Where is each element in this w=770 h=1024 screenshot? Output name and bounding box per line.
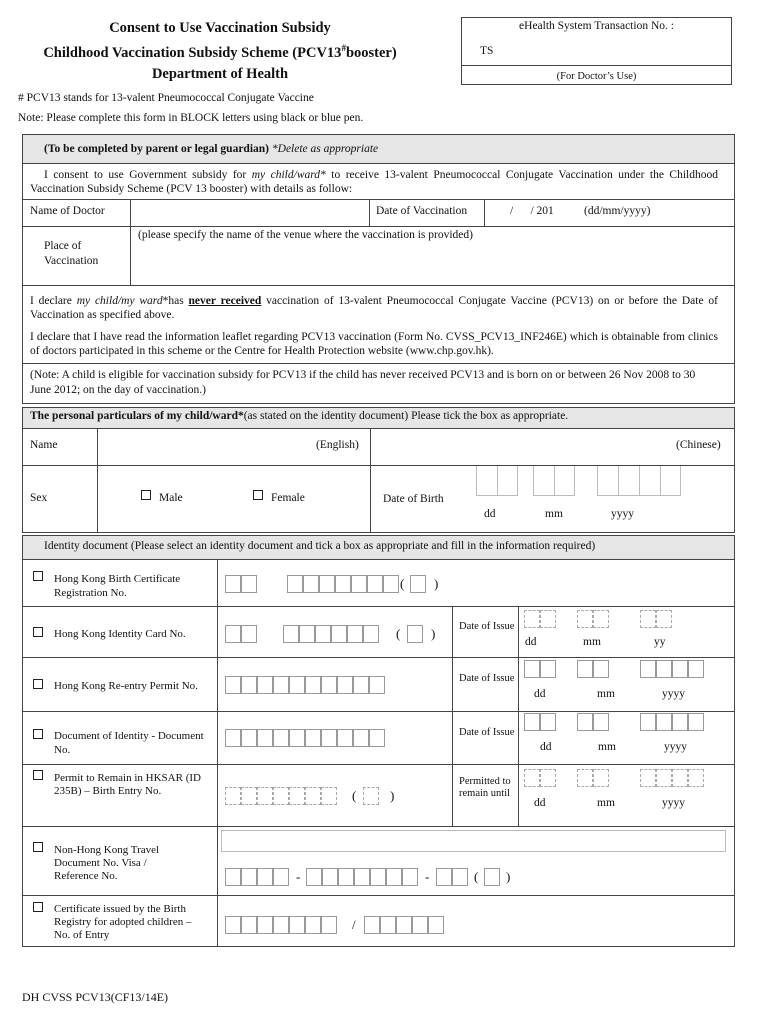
permit-mm-cell[interactable]	[593, 769, 609, 787]
doi-number-cell[interactable]	[321, 729, 337, 747]
name-label: Name	[30, 439, 58, 451]
permit-number-cell[interactable]	[273, 787, 289, 805]
adoption-cert-checkbox[interactable]	[33, 902, 43, 912]
birth-cert-number-cell[interactable]	[383, 575, 399, 593]
adoption-part1-cell[interactable]	[273, 916, 289, 934]
birth-cert-number-cell[interactable]	[303, 575, 319, 593]
place-hint: (please specify the name of the venue where the vaccination is provided)	[138, 229, 473, 241]
doi-yyyy-cell[interactable]	[656, 713, 672, 731]
doi-number-cell[interactable]	[241, 729, 257, 747]
permit-number-cell[interactable]	[241, 787, 257, 805]
adoption-slash: /	[352, 917, 356, 932]
reentry-number-cell[interactable]	[369, 676, 385, 694]
name-of-doctor-label: Name of Doctor	[30, 205, 105, 217]
hkid-close-paren: )	[431, 626, 436, 641]
dob-label: Date of Birth	[383, 493, 444, 505]
hkid-issue-dd-cell[interactable]	[540, 610, 556, 628]
birth-cert-prefix-cell[interactable]	[241, 575, 257, 593]
doi-issue-label: Date of Issue	[459, 727, 515, 738]
adoption-part2-cell[interactable]	[364, 916, 380, 934]
birth-cert-number-cell[interactable]	[287, 575, 303, 593]
adoption-part1-cell[interactable]	[241, 916, 257, 934]
birth-cert-checkbox[interactable]	[33, 571, 43, 581]
permit-mm-cell[interactable]	[577, 769, 593, 787]
permit-open-paren: (	[352, 788, 357, 803]
consent-text: I consent to use Government subsidy for my child/ward* to receive 13-valent Pneumococcal Conjugate Vaccination under the Childhood Vaccination Subsidy Scheme (PCV 13 booster) with details as follow:	[30, 169, 718, 195]
reentry-issue-label: Date of Issue	[459, 673, 515, 684]
reentry-mm-cell[interactable]	[577, 660, 593, 678]
permit-number-cell[interactable]	[305, 787, 321, 805]
reentry-yyyy: yyyy	[662, 688, 685, 700]
date-of-vaccination-field[interactable]: / / 201	[510, 205, 554, 217]
permit-dd-cell[interactable]	[524, 769, 540, 787]
travel-dash-2: -	[425, 869, 430, 884]
reentry-yyyy-cell[interactable]	[656, 660, 672, 678]
reentry-number-cell[interactable]	[289, 676, 305, 694]
reentry-number-cell[interactable]	[337, 676, 353, 694]
travel-doc-checkbox[interactable]	[33, 842, 43, 852]
doi-yyyy-cell[interactable]	[672, 713, 688, 731]
hkid-number-cell[interactable]	[347, 625, 363, 643]
doi-yyyy-cell[interactable]	[640, 713, 656, 731]
reentry-dd-cell[interactable]	[540, 660, 556, 678]
travel-part3-cell[interactable]	[436, 868, 452, 886]
permit-yyyy-cell[interactable]	[688, 769, 704, 787]
reentry-dd-cell[interactable]	[524, 660, 540, 678]
birth-cert-prefix-cell[interactable]	[225, 575, 241, 593]
english-hint: (English)	[316, 439, 359, 451]
travel-part1-cell[interactable]	[241, 868, 257, 886]
hkid-label: Hong Kong Identity Card No.	[54, 628, 186, 640]
reentry-number-cell[interactable]	[305, 676, 321, 694]
place-label-1: Place of	[44, 240, 82, 252]
hkid-issue-mm-cell[interactable]	[593, 610, 609, 628]
travel-dash-1: -	[296, 869, 301, 884]
permit-dd-cell[interactable]	[540, 769, 556, 787]
travel-part1-cell[interactable]	[273, 868, 289, 886]
permit-mm: mm	[597, 797, 615, 809]
adoption-part1-cell[interactable]	[289, 916, 305, 934]
birth-cert-number-cell[interactable]	[367, 575, 383, 593]
date-format-hint: (dd/mm/yyyy)	[584, 205, 651, 217]
female-label: Female	[271, 492, 305, 504]
travel-part2-cell[interactable]	[322, 868, 338, 886]
hkid-issue-yy-cell[interactable]	[640, 610, 656, 628]
doi-dd-cell[interactable]	[540, 713, 556, 731]
reentry-number-cell[interactable]	[241, 676, 257, 694]
dob-yyyy-cells[interactable]	[597, 466, 681, 496]
doi-dd: dd	[540, 741, 552, 753]
male-checkbox[interactable]	[141, 490, 151, 500]
permit-number-cell[interactable]	[289, 787, 305, 805]
place-of-vaccination-field[interactable]	[134, 244, 729, 282]
form-title-line3: Department of Health	[151, 66, 289, 82]
doi-checkbox[interactable]	[33, 729, 43, 739]
reentry-label: Hong Kong Re-entry Permit No.	[54, 680, 198, 692]
eligibility-note: (Note: A child is eligible for vaccination subsidy for PCV13 if the child has never received PCV13 and is born on or between 26 Nov 2008 to 30 June 2012; on the day of vaccination.)	[30, 369, 696, 396]
doi-yyyy: yyyy	[664, 741, 687, 753]
reentry-yyyy-cell[interactable]	[672, 660, 688, 678]
travel-doc-field[interactable]	[221, 830, 726, 852]
adoption-part1-cell[interactable]	[321, 916, 337, 934]
doi-number-cell[interactable]	[225, 729, 241, 747]
hkid-number-cell[interactable]	[299, 625, 315, 643]
birth-cert-check-cell[interactable]	[410, 575, 426, 593]
reentry-number-cell[interactable]	[257, 676, 273, 694]
hkid-checkbox[interactable]	[33, 627, 43, 637]
chinese-hint: (Chinese)	[676, 439, 721, 451]
travel-open-paren: (	[474, 869, 479, 884]
doi-number-cell[interactable]	[337, 729, 353, 747]
adoption-part2-cell[interactable]	[396, 916, 412, 934]
dob-dd-label: dd	[484, 508, 496, 520]
travel-part3-cell[interactable]	[452, 868, 468, 886]
travel-check-cell[interactable]	[484, 868, 500, 886]
hkid-issue-label: Date of Issue	[459, 621, 515, 632]
reentry-dd: dd	[534, 688, 546, 700]
dob-mm-label: mm	[545, 508, 563, 520]
reentry-mm-cell[interactable]	[593, 660, 609, 678]
doi-yyyy-cell[interactable]	[688, 713, 704, 731]
hkid-mm: mm	[583, 636, 601, 648]
doi-number-cell[interactable]	[305, 729, 321, 747]
permit-label: Permit to Remain in HKSAR (ID 235B) – Birth Entry No.	[54, 772, 201, 797]
identity-heading: Identity document (Please select an identity document and tick a box as appropriate and fill in the information required)	[44, 540, 596, 552]
form-code: DH CVSS PCV13(CF13/14E)	[22, 990, 169, 1004]
adoption-part2-cell[interactable]	[428, 916, 444, 934]
permit-check-cell[interactable]	[363, 787, 379, 805]
permit-until-label: Permitted to remain until	[459, 776, 511, 799]
reentry-number-cell[interactable]	[225, 676, 241, 694]
permit-yyyy-cell[interactable]	[656, 769, 672, 787]
permit-close-paren: )	[390, 788, 395, 803]
sex-label: Sex	[30, 492, 48, 504]
permit-number-cell[interactable]	[321, 787, 337, 805]
hkid-open-paren: (	[396, 626, 401, 641]
hkid-prefix-cell[interactable]	[225, 625, 241, 643]
declaration-read-leaflet: I declare that I have read the information leaflet regarding PCV13 vaccination (Form No. CVSS_PCV13_INF246E) which is obtainable from clinics of doctors participated in this scheme or the Centre for Health Protection website (www.chp.gov.hk).	[30, 331, 718, 357]
hkid-issue-mm-cell[interactable]	[577, 610, 593, 628]
hkid-number-cell[interactable]	[331, 625, 347, 643]
reentry-number-cell[interactable]	[273, 676, 289, 694]
hkid-number-cell[interactable]	[363, 625, 379, 643]
permit-dd: dd	[534, 797, 546, 809]
birth-cert-number-cell[interactable]	[351, 575, 367, 593]
doi-mm-cell[interactable]	[577, 713, 593, 731]
birth-cert-number-cell[interactable]	[335, 575, 351, 593]
doi-number-cell[interactable]	[273, 729, 289, 747]
doi-label: Document of Identity - Document No.	[54, 730, 204, 756]
male-label: Male	[159, 492, 183, 504]
adoption-part1-cell[interactable]	[305, 916, 321, 934]
hkid-yy: yy	[654, 636, 666, 648]
reentry-number-cell[interactable]	[321, 676, 337, 694]
travel-part1-cell[interactable]	[225, 868, 241, 886]
particulars-heading: The personal particulars of my child/ward*(as stated on the identity document) Please tick the box as appropriate.	[30, 410, 569, 422]
hkid-issue-dd-cell[interactable]	[524, 610, 540, 628]
reentry-number-cell[interactable]	[353, 676, 369, 694]
reentry-yyyy-cell[interactable]	[688, 660, 704, 678]
travel-part1-cell[interactable]	[257, 868, 273, 886]
reentry-checkbox[interactable]	[33, 679, 43, 689]
travel-doc-label: Non-Hong Kong Travel Document No. Visa / Reference No.	[54, 844, 160, 882]
female-checkbox[interactable]	[253, 490, 263, 500]
hkid-check-cell[interactable]	[407, 625, 423, 643]
reentry-mm: mm	[597, 688, 615, 700]
place-label-2: Vaccination	[44, 255, 99, 267]
birth-cert-close-paren: )	[434, 576, 439, 591]
travel-part2-cell[interactable]	[386, 868, 402, 886]
permit-yyyy: yyyy	[662, 797, 685, 809]
ehealth-label: eHealth System Transaction No. :	[519, 20, 674, 32]
travel-part2-cell[interactable]	[402, 868, 418, 886]
permit-number-cell[interactable]	[225, 787, 241, 805]
permit-checkbox[interactable]	[33, 770, 43, 780]
doi-number-cell[interactable]	[257, 729, 273, 747]
travel-part2-cell[interactable]	[370, 868, 386, 886]
birth-cert-open-paren: (	[400, 576, 405, 591]
declaration-never-received: I declare my child/my ward*has never received vaccination of 13-valent Pneumococcal Conjugate Vaccine (PCV13) on or before the Date of Vaccination as specified above.	[30, 295, 718, 321]
doi-number-cell[interactable]	[369, 729, 385, 747]
date-of-vaccination-label: Date of Vaccination	[376, 205, 468, 217]
birth-cert-label: Hong Kong Birth Certificate Registration No.	[54, 573, 181, 599]
travel-part2-cell[interactable]	[306, 868, 322, 886]
adoption-part1-cell[interactable]	[257, 916, 273, 934]
pcv-footnote: # PCV13 stands for 13-valent Pneumococcal Conjugate Vaccine	[18, 92, 314, 104]
consent-heading: (To be completed by parent or legal guardian) *Delete as appropriate	[44, 143, 379, 155]
hkid-issue-yy-cell[interactable]	[656, 610, 672, 628]
adoption-part2-cell[interactable]	[380, 916, 396, 934]
doi-dd-cell[interactable]	[524, 713, 540, 731]
ehealth-box	[461, 17, 732, 85]
travel-part2-cell[interactable]	[338, 868, 354, 886]
permit-yyyy-cell[interactable]	[672, 769, 688, 787]
birth-cert-number-cell[interactable]	[319, 575, 335, 593]
travel-close-paren: )	[506, 869, 511, 884]
reentry-yyyy-cell[interactable]	[640, 660, 656, 678]
doi-number-cell[interactable]	[353, 729, 369, 747]
adoption-cert-label: Certificate issued by the Birth Registry for adopted children – No. of Entry	[54, 903, 192, 941]
hkid-prefix-cell[interactable]	[241, 625, 257, 643]
travel-part2-cell[interactable]	[354, 868, 370, 886]
name-of-doctor-field[interactable]	[134, 203, 366, 223]
permit-yyyy-cell[interactable]	[640, 769, 656, 787]
doi-mm: mm	[598, 741, 616, 753]
doi-number-cell[interactable]	[289, 729, 305, 747]
form-title-line1: Consent to Use Vaccination Subsidy	[109, 20, 331, 36]
block-letters-note: Note: Please complete this form in BLOCK letters using black or blue pen.	[18, 112, 364, 124]
form-title-line2: Childhood Vaccination Subsidy Scheme (PCV13#booster)	[43, 43, 397, 61]
hkid-dd: dd	[525, 636, 537, 648]
hkid-number-cell[interactable]	[315, 625, 331, 643]
dob-mm-cells[interactable]	[533, 466, 575, 496]
hkid-number-cell[interactable]	[283, 625, 299, 643]
permit-number-cell[interactable]	[257, 787, 273, 805]
adoption-part2-cell[interactable]	[412, 916, 428, 934]
dob-yyyy-label: yyyy	[611, 508, 634, 520]
for-doctor-label: (For Doctor’s Use)	[556, 71, 637, 82]
doi-mm-cell[interactable]	[593, 713, 609, 731]
dob-dd-cells[interactable]	[476, 466, 518, 496]
adoption-part1-cell[interactable]	[225, 916, 241, 934]
ts-label: TS	[480, 45, 494, 57]
